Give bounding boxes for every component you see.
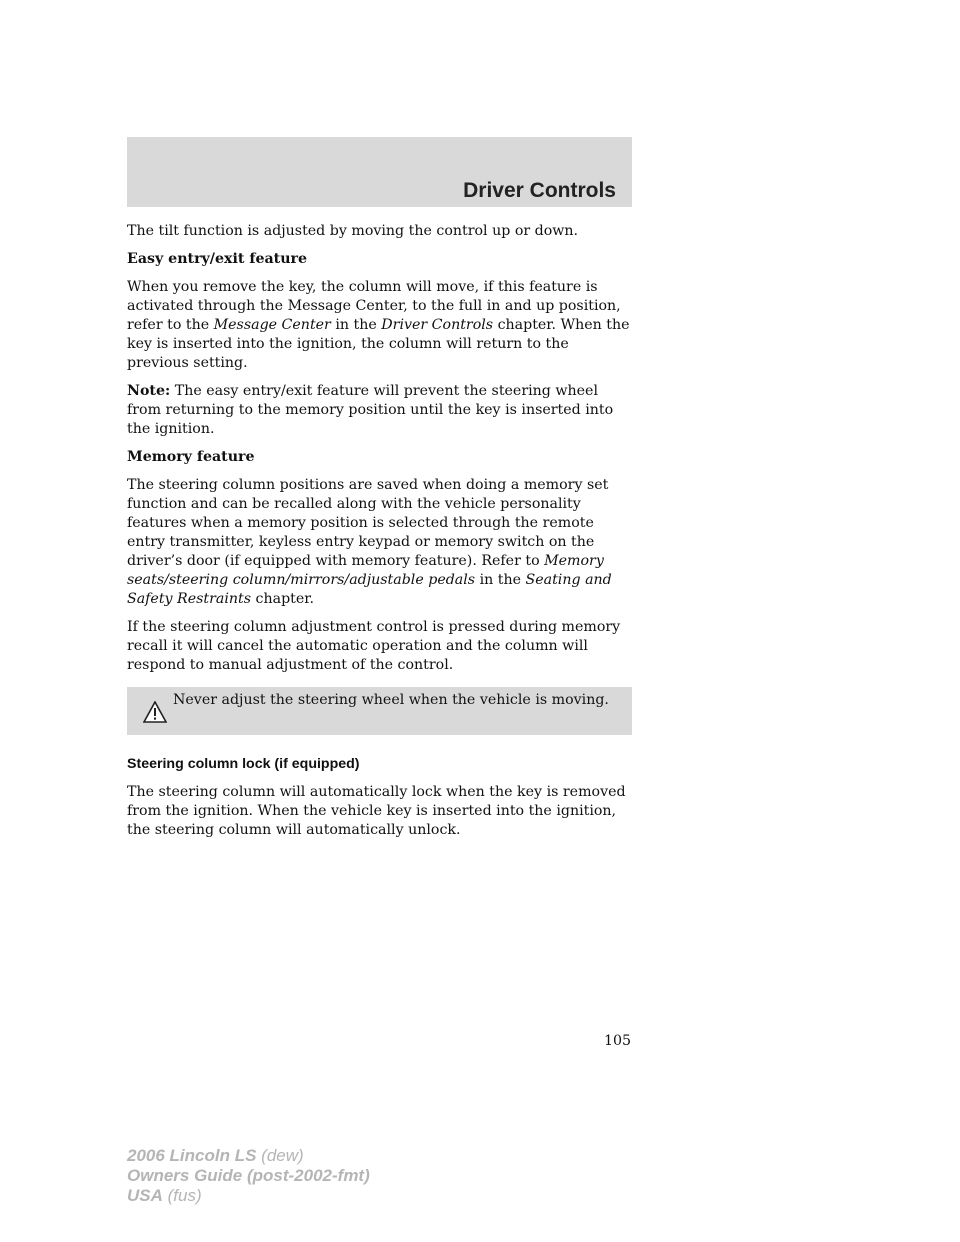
driver-controls-ref: Driver Controls bbox=[381, 317, 494, 333]
warning-text: Never adjust the steering wheel when the vehicle is moving. bbox=[173, 692, 609, 708]
header-band bbox=[127, 137, 632, 207]
steering-lock-heading: Steering column lock (if equipped) bbox=[127, 756, 360, 772]
memory-paragraph: The steering column positions are saved when doing a memory set function and can be recalled along with the vehicle personality features when a memory position is selected through the remote entry transmitter, keyless entry keypad or memory switch on the driver’s door (if equipped with memory feature). Refer to Memory seats/steering column/mirrors/adjustable pedals in the Seating and Safety Restraints chapter. bbox=[127, 477, 612, 607]
tilt-paragraph: The tilt function is adjusted by moving the control up or down. bbox=[127, 223, 579, 239]
footer-line-3: USA (fus) bbox=[127, 1186, 202, 1205]
chapter-title: Driver Controls bbox=[463, 179, 616, 202]
cancel-paragraph: If the steering column adjustment control is pressed during memory recall it will cancel the automatic operation and the column will respond to manual adjustment of the control. bbox=[127, 619, 621, 673]
footer bbox=[127, 1146, 370, 1206]
footer-line-1: 2006 Lincoln LS (dew) bbox=[127, 1146, 304, 1165]
memory-seats-ref: Memory seats/steering column/mirrors/adjustable pedals bbox=[127, 553, 604, 588]
footer-line-2: Owners Guide (post-2002-fmt) bbox=[127, 1166, 370, 1185]
note-label: Note: bbox=[127, 383, 171, 399]
memory-feature-heading: Memory feature bbox=[127, 449, 255, 465]
easy-entry-paragraph: When you remove the key, the column will move, if this feature is activated through the Message Center, to the full in and up position, refer to the Message Center in the Driver Controls chapter. When the key is inserted into the ignition, the column will return to the previous setting. bbox=[127, 279, 630, 371]
note-paragraph: Note: The easy entry/exit feature will prevent the steering wheel from returning to the memory position until the key is inserted into the ignition. bbox=[127, 383, 614, 437]
warning-triangle-icon bbox=[143, 701, 167, 723]
page-content bbox=[127, 222, 632, 849]
lock-paragraph: The steering column will automatically lock when the key is removed from the ignition. When the vehicle key is inserted into the ignition, the steering column will automatically unlock. bbox=[127, 784, 626, 838]
seating-ref: Seating and Safety Restraints bbox=[127, 572, 612, 607]
message-center-ref: Message Center bbox=[213, 317, 331, 333]
easy-entry-heading: Easy entry/exit feature bbox=[127, 251, 308, 267]
page-number: 105 bbox=[604, 1033, 632, 1049]
warning-box bbox=[127, 687, 632, 735]
